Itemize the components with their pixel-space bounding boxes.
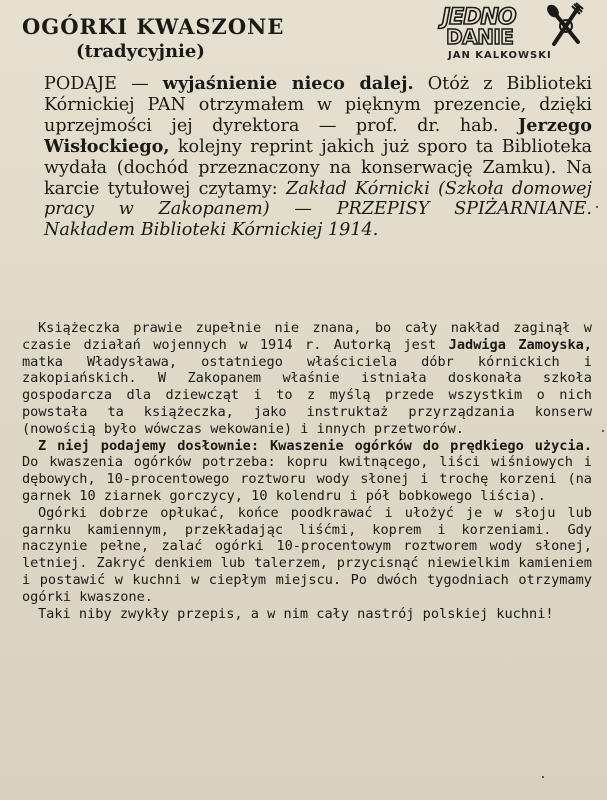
book-title-citation: Zakład Kórnicki (Szkoła domowej pracy w Zakopanem) — PRZEPISY SPIŻARNIANE. Nakładem Biblioteki Kórnickiej 1914. bbox=[44, 178, 592, 241]
lead-emphasis: wyjaśnienie nieco dalej. bbox=[162, 73, 414, 94]
article-header bbox=[22, 14, 442, 64]
lead-segment: PODAJE — bbox=[44, 74, 163, 94]
recipe-heading: Z niej podajemy dosłownie: Kwaszenie ogórków do prędkiego użycia. bbox=[38, 437, 592, 454]
recipe-steps: Ogórki dobrze opłukać, końce poodkrawać i ułożyć je w słoju lub garnku kamiennym, przekładając liśćmi, koprem i korzeniami. Gdy naczynie pełne, zalać ogórki 10-procentowym roztworem wody słonej, letniej. Zakryć denkiem lub talerzem, przycisnąć niewielkim kamieniem i postawić w kuchni w ciepłym miejscu. Po dwóch tygodniach otrzymamy ogórki kwaszone. bbox=[22, 504, 592, 605]
logo-line1: JEDNO bbox=[442, 5, 516, 30]
column-logo-wordmark bbox=[438, 5, 516, 49]
print-speck bbox=[596, 206, 598, 208]
recipe-ingredients: Do kwaszenia ogórków potrzeba: kopru kwitnącego, liści wiśniowych i dębowych, 10-procentowego roztworu wody słonej i trochę korzeni (na garnek 10 ziarnek gorczycy, 10 kolendru i pół bobkowego liścia). bbox=[22, 454, 592, 504]
closing-remark: Taki niby zwykły przepis, a w nim cały nastrój polskiej kuchni! bbox=[38, 605, 554, 622]
print-speck bbox=[542, 776, 544, 778]
column-author: JAN KALKOWSKI bbox=[448, 50, 552, 61]
article-title: OGÓRKI KWASZONE bbox=[22, 14, 285, 39]
body-segment: matka Władysława, ostatniego właściciela dóbr kórnickich i zakopiańskich. W Zakopanem właśnie istniała doskonała szkoła gospodarcza dla dziewcząt i to z myślą przede wszystkim o nich powstała ta książeczka, jako instruktaż przyrządzania konserw (nowością było wówczas wekowanie) i innych przetworów. bbox=[22, 353, 592, 437]
crossed-utensils-icon bbox=[545, 2, 583, 44]
article-body bbox=[22, 320, 592, 622]
logo-line2: DANIE bbox=[446, 25, 514, 49]
lead-segment: kolejny reprint jakich już sporo ta Biblioteka wydała (dochód przeznaczony na konserwację Zamku). Na karcie tytułowej czytamy: bbox=[44, 136, 592, 199]
article-subtitle: (tradycyjnie) bbox=[76, 41, 205, 62]
lead-segment: Otóż z Biblioteki Kórnickiej PAN otrzymałem w pięknym prezencie, dzięki uprzejmości jej dyrektora — prof. dr. hab. bbox=[44, 74, 592, 136]
body-segment: Książeczka prawie zupełnie nie znana, bo cały nakład zaginął w czasie działań wojennych w 1914 r. Autorką jest bbox=[22, 320, 592, 353]
author-name: Jadwiga Zamoyska, bbox=[448, 336, 592, 353]
recipe-paragraph bbox=[22, 438, 592, 505]
lead-paragraph bbox=[22, 74, 592, 241]
print-speck bbox=[602, 430, 604, 432]
director-name: Jerzego Wisłockiego, bbox=[44, 114, 592, 157]
body-paragraph bbox=[22, 320, 592, 438]
